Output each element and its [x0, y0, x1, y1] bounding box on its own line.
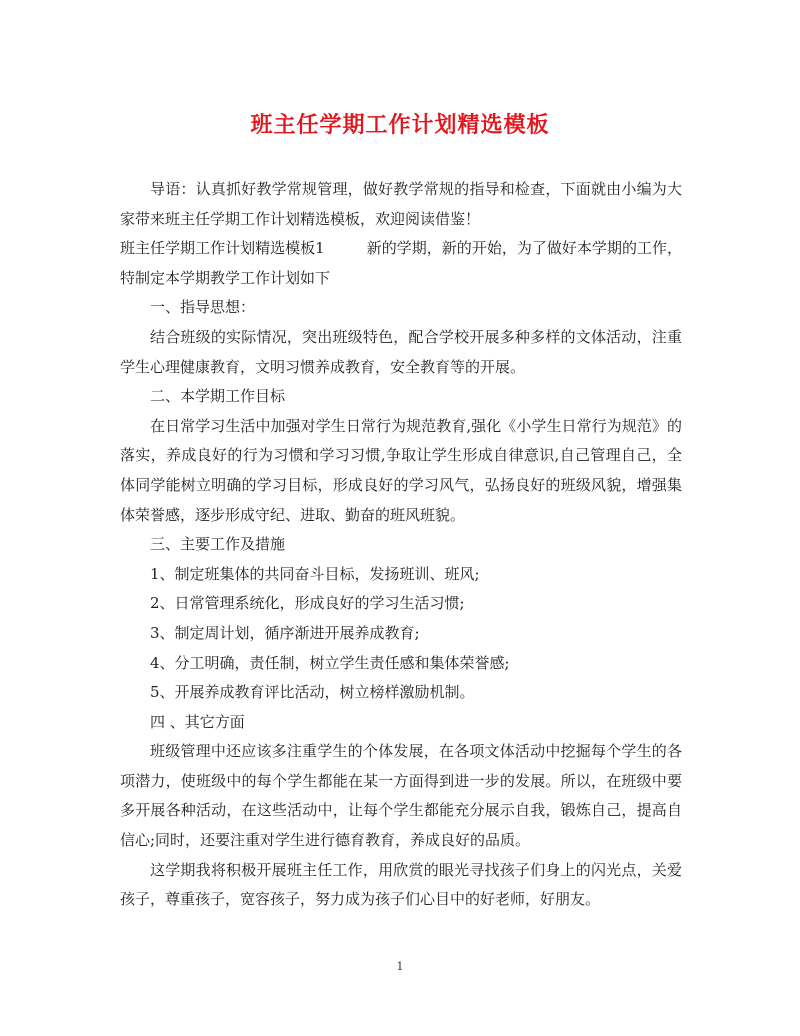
template-label: 班主任学期工作计划精选模板1 [120, 239, 325, 258]
measure-item-1: 1、制定班集体的共同奋斗目标，发扬班训、班风; [150, 564, 480, 583]
section3-heading: 三、主要工作及措施 [150, 535, 286, 554]
template-paragraph [120, 234, 682, 293]
measure-item-5: 5、开展养成教育评比活动，树立榜样激励机制。 [150, 683, 475, 702]
measure-item-3: 3、制定周计划，循序渐进开展养成教育; [150, 623, 420, 642]
section1-heading: 一、指导思想： [150, 298, 256, 317]
closing-paragraph: 这学期我将积极开展班主任工作，用欣赏的眼光寻找孩子们身上的闪光点，关爱孩子，尊重孩子，宽容孩子，努力成为孩子们心目中的好老师，好朋友。 [120, 860, 682, 909]
page-number: 1 [396, 960, 404, 973]
section1-body: 结合班级的实际情况，突出班级特色，配合学校开展多种多样的文体活动，注重学生心理健康教育，文明习惯养成教育，安全教育等的开展。 [120, 327, 682, 376]
intro-paragraph: 导语：认真抓好教学常规管理，做好教学常规的指导和检查，下面就由小编为大家带来班主任学期工作计划精选模板，欢迎阅读借鉴！ [120, 180, 682, 228]
section4-heading: 四 、其它方面 [150, 712, 245, 731]
measure-item-4: 4、分工明确，责任制，树立学生责任感和集体荣誉感; [150, 653, 510, 672]
section2-body: 在日常学习生活中加强对学生日常行为规范教育,强化《小学生日常行为规范》的落实，养成良好的行为习惯和学习习惯,争取让学生形成自律意识,自己管理自己，全体同学能树立明确的学习目标，形成良好的学习风气，弘扬良好的班级风貌，增强集体荣誉感，逐步形成守纪、进取、勤奋的班风班貌。 [120, 416, 682, 524]
section2-heading: 二、本学期工作目标 [150, 387, 286, 406]
document-body [120, 175, 682, 915]
measure-item-2: 2、日常管理系统化，形成良好的学习生活习惯; [150, 594, 465, 613]
document-title: 班主任学期工作计划精选模板 [250, 112, 550, 138]
section4-body: 班级管理中还应该多注重学生的个体发展，在各项文体活动中挖掘每个学生的各项潜力，使班级中的每个学生都能在某一方面得到进一步的发展。所以，在班级中要多开展各种活动，在这些活动中，让每个学生都能充分展示自我，锻炼自己，提高自信心;同时，还要注重对学生进行德育教育，养成良好的品质。 [120, 742, 682, 850]
template-start: 新的学期，新的开始，为了做好本学期的工作，特制定本学期教学工作计划如下 [120, 239, 682, 287]
